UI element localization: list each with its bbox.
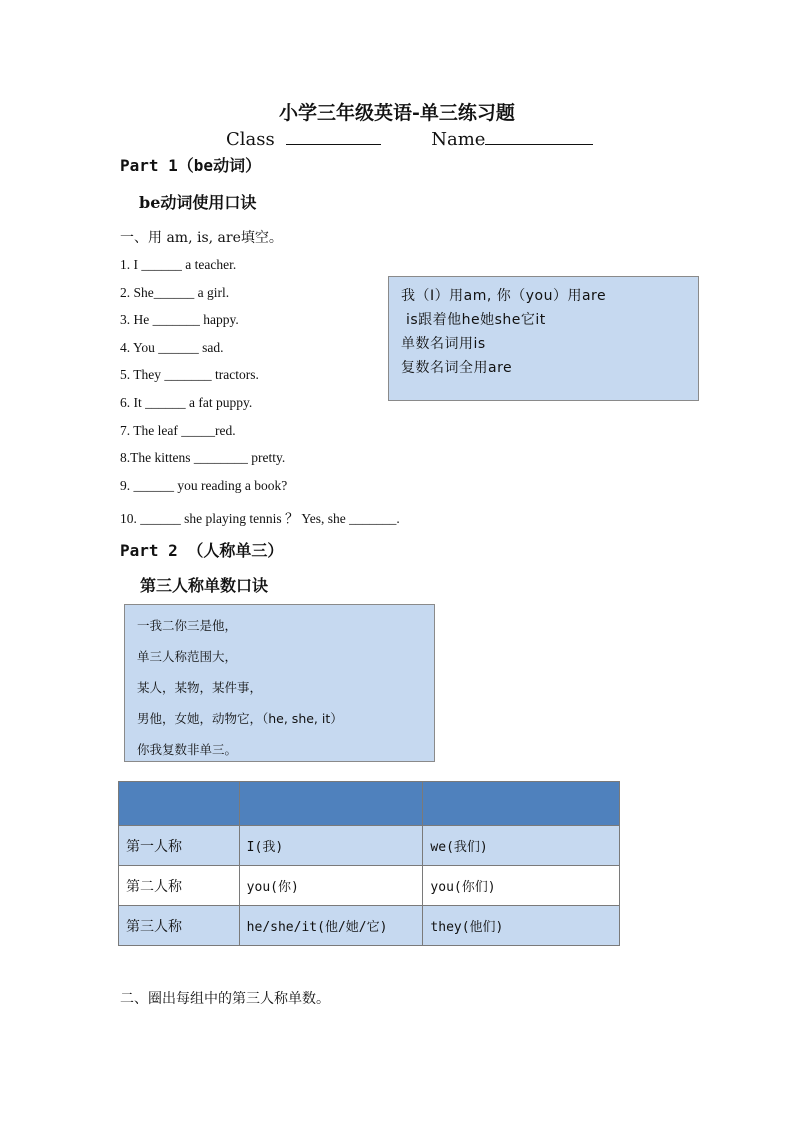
name-blank[interactable]: [485, 126, 593, 145]
table-cell: 第二人称: [119, 866, 240, 906]
class-label: Class: [226, 129, 275, 150]
name-label: Name: [431, 129, 486, 150]
table-row: [119, 866, 620, 906]
table-row: [119, 826, 620, 866]
rhyme-line: 复数名词全用are: [401, 360, 513, 376]
part2-subheading: 第三人称单数口诀: [140, 576, 269, 595]
table-cell: 第一人称: [119, 826, 240, 866]
table-header-cell: [423, 782, 620, 826]
question-6: 6. It ______ a fat puppy.: [120, 395, 253, 410]
class-blank[interactable]: [286, 126, 381, 145]
table-cell: I(我): [239, 826, 423, 866]
table-header-row: [119, 782, 620, 826]
pronoun-table: [118, 781, 620, 946]
question-3: 3. He _______ happy.: [120, 312, 239, 327]
table-row: [119, 906, 620, 946]
rhyme-line: 单数名词用is: [401, 336, 486, 352]
question-9: 9. ______ you reading a book?: [120, 478, 288, 493]
rhyme-line: 你我复数非单三。: [137, 742, 238, 757]
page-title: 小学三年级英语-单三练习题: [279, 102, 515, 124]
table-cell: he/she/it(他/她/它): [239, 906, 423, 946]
rhyme-line: 某人，某物，某件事，: [137, 680, 263, 695]
table-cell: they(他们): [423, 906, 620, 946]
rhyme-line: is跟着他he她she它it: [401, 312, 546, 328]
third-person-rhyme-box: [124, 604, 435, 762]
part2-heading: Part 2 （人称单三）: [120, 541, 284, 560]
part1-subheading: be动词使用口诀: [139, 193, 257, 212]
question-7: 7. The leaf _____red.: [120, 423, 236, 438]
part1-instruction: 一、用 am, is, are填空。: [120, 230, 283, 246]
part1-heading: Part 1（be动词）: [120, 156, 262, 175]
question-4: 4. You ______ sad.: [120, 340, 224, 355]
question-1: 1. I ______ a teacher.: [120, 257, 237, 272]
table-header-cell: [119, 782, 240, 826]
table-cell: you(你们): [423, 866, 620, 906]
question-5: 5. They _______ tractors.: [120, 367, 259, 382]
rhyme-line: 单三人称范围大，: [137, 649, 238, 664]
rhyme-line: 男他，女她，动物它，（he, she, it）: [137, 711, 343, 726]
question-10: 10. ______ she playing tennis ？ Yes, she _______.: [120, 511, 400, 526]
question-2: 2. She______ a girl.: [120, 285, 230, 300]
rhyme-line: 我（I）用am, 你（you）用are: [401, 288, 607, 304]
table-header-cell: [239, 782, 423, 826]
rhyme-line: 一我二你三是他，: [137, 618, 238, 633]
question-8: 8.The kittens ________ pretty.: [120, 450, 286, 465]
table-cell: 第三人称: [119, 906, 240, 946]
class-name-line: [226, 126, 593, 150]
table-cell: we(我们): [423, 826, 620, 866]
be-verb-rhyme-box: [388, 276, 699, 401]
table-cell: you(你): [239, 866, 423, 906]
section2-instruction: 二、圈出每组中的第三人称单数。: [120, 991, 330, 1007]
